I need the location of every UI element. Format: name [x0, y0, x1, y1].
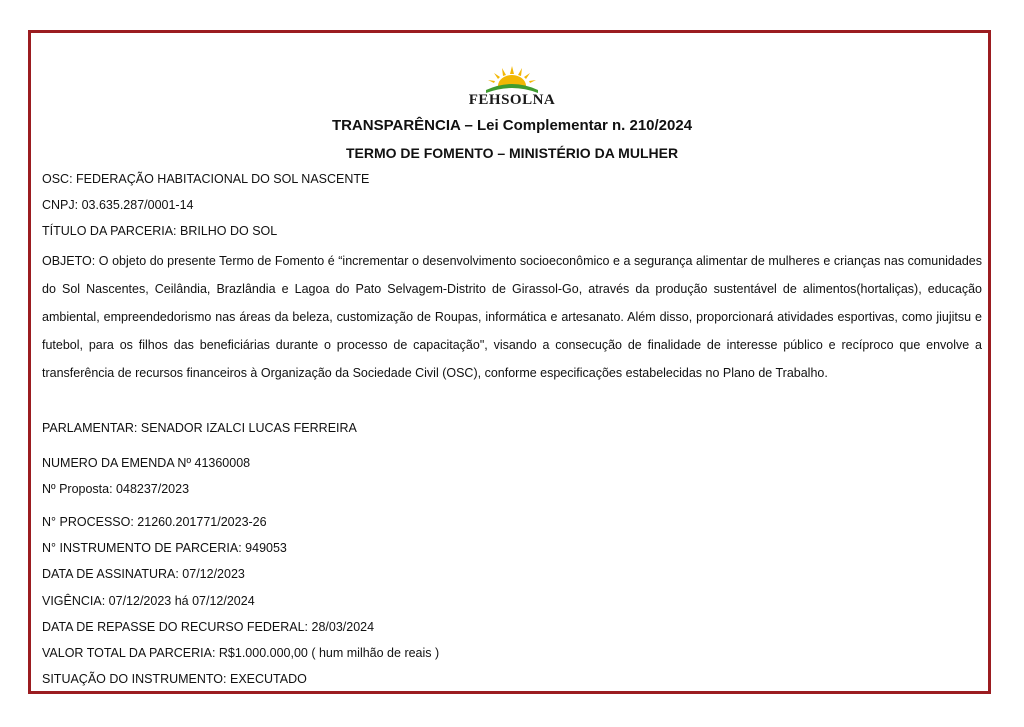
- page-subtitle: TERMO DE FOMENTO – MINISTÉRIO DA MULHER: [345, 145, 679, 161]
- vigencia-line: VIGÊNCIA: 07/12/2023 há 07/12/2024: [42, 594, 255, 608]
- repasse-line: DATA DE REPASSE DO RECURSO FEDERAL: 28/03/2024: [42, 620, 375, 634]
- situacao-line: SITUAÇÃO DO INSTRUMENTO: EXECUTADO: [42, 672, 307, 686]
- processo-line: N° PROCESSO: 21260.201771/2023-26: [42, 515, 267, 529]
- objeto-paragraph: OBJETO: O objeto do presente Termo de Fomento é “incrementar o desenvolvimento socioeconômico e a segurança alimentar de mulheres e crianças nas comunidades do Sol Nascentes, Ceilândia, Brazlândia e Lagoa do Pato Selvagem-Distrito de Girassol-Go, através da produção sustentável de alimentos(hortaliças), educação ambiental, empreendedorismo nas áreas da beleza, customização de Roupas, informática e artesanato. Além disso, proporcionará atividades esportivas, como jiujitsu e futebol, para os filhos das beneficiárias durante o processo de capacitação", visando a consecução de finalidade de interesse público e recíproco que envolve a transferência de recursos financeiros à Organização da Sociedade Civil (OSC), conforme especificações estabelecidas no Plano de Trabalho.: [42, 254, 982, 380]
- proposta-line: Nº Proposta: 048237/2023: [42, 482, 190, 496]
- emenda-line: NUMERO DA EMENDA Nº 41360008: [42, 456, 251, 470]
- osc-line: OSC: FEDERAÇÃO HABITACIONAL DO SOL NASCENTE: [42, 172, 370, 186]
- fehsolna-logo: [456, 64, 568, 110]
- rising-sun-icon: [484, 64, 540, 94]
- logo-text: FEHSOLNA: [468, 92, 556, 108]
- assinatura-line: DATA DE ASSINATURA: 07/12/2023: [42, 567, 245, 581]
- parlamentar-line: PARLAMENTAR: SENADOR IZALCI LUCAS FERREIRA: [42, 421, 357, 435]
- instrumento-line: N° INSTRUMENTO DE PARCERIA: 949053: [42, 541, 287, 555]
- valor-line: VALOR TOTAL DA PARCERIA: R$1.000.000,00 ( hum milhão de reais ): [42, 646, 440, 660]
- cnpj-line: CNPJ: 03.635.287/0001-14: [42, 198, 194, 212]
- page-title: TRANSPARÊNCIA – Lei Complementar n. 210/2024: [331, 117, 693, 134]
- titulo-line: TÍTULO DA PARCERIA: BRILHO DO SOL: [42, 224, 278, 238]
